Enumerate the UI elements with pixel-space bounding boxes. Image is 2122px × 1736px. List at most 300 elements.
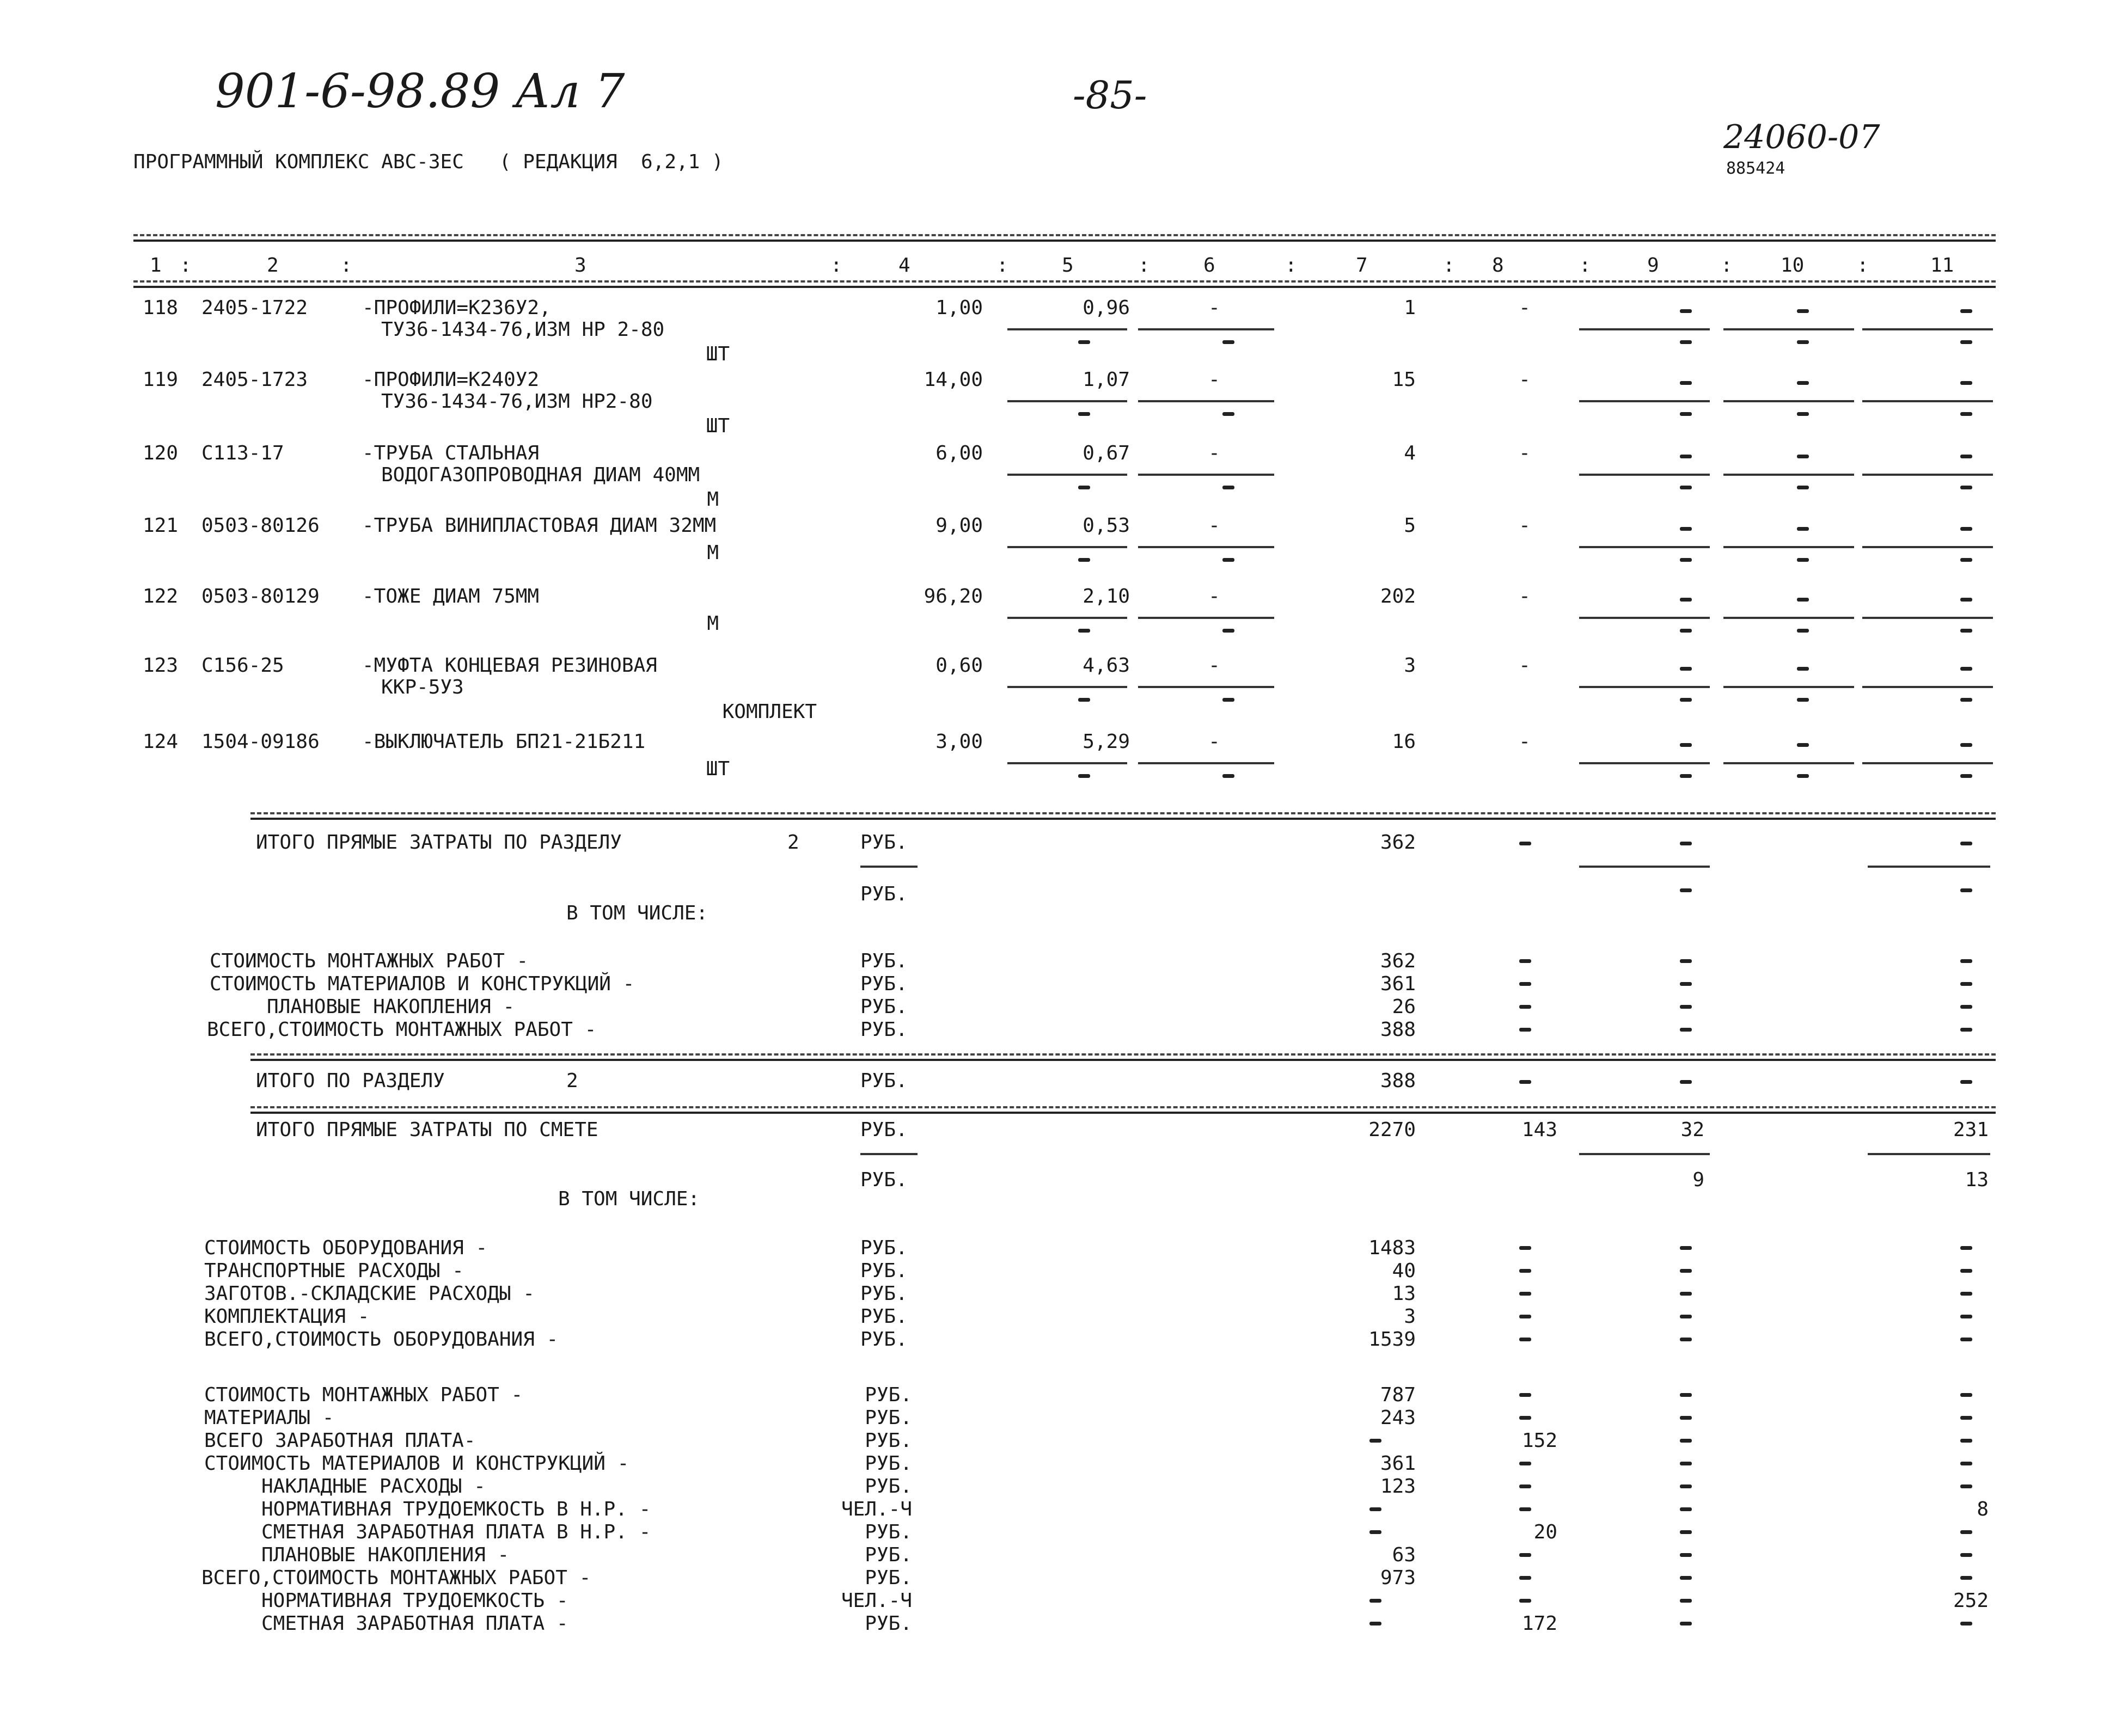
row-description: -ПРОФИЛИ=К236У2, (362, 297, 551, 319)
column-separator: : (1285, 254, 1297, 277)
empty-cell-mark (1797, 309, 1809, 313)
works-line-value: 123 (1380, 1475, 1416, 1498)
estimate-total-label: ИТОГО ПРЯМЫЕ ЗАТРАТЫ ПО СМЕТЕ (256, 1119, 598, 1141)
section-total-num: 2 (787, 831, 799, 854)
empty-cell-mark (1797, 412, 1809, 416)
row-price: 0,67 (1083, 442, 1130, 464)
row-underline (1862, 686, 1993, 688)
empty-cell-mark (1519, 1005, 1531, 1009)
empty-cell-mark (1960, 1269, 1972, 1273)
empty-cell-mark (1680, 1416, 1692, 1420)
section-rule-1-solid (250, 818, 1996, 820)
row-quantity: 1,00 (935, 297, 983, 319)
row-number: 122 (143, 585, 179, 608)
row-total: 1 (1404, 297, 1416, 319)
empty-cell-mark (1680, 959, 1692, 963)
empty-cell-mark (1797, 629, 1809, 633)
handwritten-doc-ref: 901-6-98.89 Ал 7 (215, 64, 625, 119)
empty-cell-mark (1680, 1439, 1692, 1443)
row-total: 16 (1392, 731, 1416, 753)
empty-cell-mark (1960, 1553, 1972, 1557)
row-col6: - (1208, 297, 1220, 319)
works-line-value: 787 (1380, 1384, 1416, 1406)
empty-cell-mark (1680, 1028, 1692, 1032)
column-separator: : (1443, 254, 1455, 277)
row-unit: М (707, 542, 719, 564)
empty-cell-mark (1680, 629, 1692, 633)
row-col6: - (1208, 585, 1220, 608)
works-line-value: 63 (1392, 1544, 1416, 1566)
equipment-line-label: КОМПЛЕКТАЦИЯ - (204, 1305, 370, 1328)
empty-cell-mark (1680, 842, 1692, 845)
column-separator: : (830, 254, 842, 277)
row-underline (1723, 400, 1854, 402)
row-description: -ВЫКЛЮЧАТЕЛЬ БП21-21Б211 (362, 731, 646, 753)
works-line-unit: РУБ. (865, 1407, 912, 1429)
row-total: 15 (1392, 369, 1416, 391)
column-header-8: 8 (1492, 254, 1504, 277)
section-total-currency: РУБ. (860, 831, 908, 854)
equipment-line-label: ЗАГОТОВ.-СКЛАДСКИЕ РАСХОДЫ - (204, 1283, 535, 1305)
column-header-6: 6 (1203, 254, 1215, 277)
row-col8: - (1519, 297, 1531, 319)
row-underline (1862, 546, 1993, 548)
column-separator: : (1857, 254, 1869, 277)
empty-cell-mark (1960, 842, 1972, 845)
row-total: 202 (1380, 585, 1416, 608)
section-line-unit: РУБ. (860, 950, 908, 972)
works-line-unit: РУБ. (865, 1544, 912, 1566)
empty-cell-mark (1960, 698, 1972, 702)
empty-cell-mark (1222, 558, 1234, 562)
empty-cell-mark (1960, 1315, 1972, 1318)
empty-cell-mark (1680, 698, 1692, 702)
row-quantity: 14,00 (924, 369, 983, 391)
row-underline (1723, 546, 1854, 548)
equipment-line-value: 1539 (1368, 1328, 1416, 1351)
empty-cell-mark (1680, 1292, 1692, 1296)
row-unit: ШТ (706, 415, 730, 437)
works-line-unit: ЧЕЛ.-Ч (841, 1590, 912, 1612)
empty-cell-mark (1519, 1553, 1531, 1557)
works-line-c8: 172 (1521, 1612, 1557, 1635)
works-line-label: СТОИМОСТЬ МОНТАЖНЫХ РАБОТ - (204, 1384, 523, 1406)
row-underline (1723, 686, 1854, 688)
section-line-label: ПЛАНОВЫЕ НАКОПЛЕНИЯ - (267, 996, 515, 1018)
works-line-c11: 8 (1977, 1498, 1989, 1520)
empty-cell-mark (1960, 959, 1972, 963)
works-line-unit: РУБ. (865, 1384, 912, 1406)
column-separator: : (996, 254, 1008, 277)
column-header-5: 5 (1062, 254, 1074, 277)
row-description-2: ТУ36-1434-76,ИЗМ НР2-80 (381, 390, 653, 413)
header-rule-top-solid (133, 240, 1996, 242)
section-line-label: ВСЕГО,СТОИМОСТЬ МОНТАЖНЫХ РАБОТ - (207, 1019, 597, 1041)
works-line-label: НОРМАТИВНАЯ ТРУДОЕМКОСТЬ - (261, 1590, 568, 1612)
section-rule-1 (250, 812, 1996, 814)
row-col8: - (1519, 369, 1531, 391)
empty-cell-mark (1519, 1028, 1531, 1032)
empty-cell-mark (1960, 1416, 1972, 1420)
works-line-unit: РУБ. (865, 1475, 912, 1498)
row-price: 1,07 (1083, 369, 1130, 391)
row-underline (1138, 400, 1274, 402)
column-separator: : (1721, 254, 1733, 277)
empty-cell-mark (1960, 1028, 1972, 1032)
section-total-value: 362 (1380, 831, 1416, 854)
row-underline (1007, 617, 1127, 619)
empty-cell-mark (1519, 1246, 1531, 1250)
row-col8: - (1519, 654, 1531, 677)
row-description: -ТРУБА СТАЛЬНАЯ (362, 442, 540, 464)
equipment-line-label: СТОИМОСТЬ ОБОРУДОВАНИЯ - (204, 1237, 488, 1259)
works-line-label: ВСЕГО ЗАРАБОТНАЯ ПЛАТА- (204, 1430, 476, 1452)
row-number: 121 (143, 514, 179, 537)
empty-cell-mark (1519, 1080, 1531, 1084)
empty-cell-mark (1960, 743, 1972, 747)
empty-cell-mark (1519, 1338, 1531, 1341)
row-underline (1723, 474, 1854, 476)
row-underline (1138, 617, 1274, 619)
row-price: 5,29 (1083, 731, 1130, 753)
row-code: 2405-1723 (201, 369, 308, 391)
row-description: -МУФТА КОНЦЕВАЯ РЕЗИНОВАЯ (362, 654, 657, 677)
section-line-value: 388 (1380, 1019, 1416, 1041)
row-underline (1723, 328, 1854, 330)
empty-cell-mark (1680, 982, 1692, 986)
section-total-label: ИТОГО ПРЯМЫЕ ЗАТРАТЫ ПО РАЗДЕЛУ (256, 831, 622, 854)
empty-cell-mark (1960, 629, 1972, 633)
row-col6: - (1208, 731, 1220, 753)
row-underline (1579, 617, 1710, 619)
empty-cell-mark (1680, 1530, 1692, 1534)
empty-cell-mark (1797, 667, 1809, 671)
empty-cell-mark (1797, 598, 1809, 602)
empty-cell-mark (1519, 982, 1531, 986)
row-code: 0503-80129 (201, 585, 320, 608)
column-header-1: 1 (150, 254, 162, 277)
empty-cell-mark (1519, 1315, 1531, 1318)
empty-cell-mark (1680, 381, 1692, 385)
empty-cell-mark (1797, 381, 1809, 385)
estimate-total-c11: 231 (1953, 1119, 1989, 1141)
row-underline (1723, 762, 1854, 764)
empty-cell-mark (1960, 1005, 1972, 1009)
row-col6: - (1208, 442, 1220, 464)
empty-cell-mark (1680, 1315, 1692, 1318)
column-header-2: 2 (267, 254, 279, 277)
works-line-label: НАКЛАДНЫЕ РАСХОДЫ - (261, 1475, 486, 1498)
row-price: 0,53 (1083, 514, 1130, 537)
column-header-9: 9 (1647, 254, 1659, 277)
column-header-4: 4 (898, 254, 910, 277)
row-quantity: 0,60 (935, 654, 983, 677)
estimate-total-c8: 143 (1521, 1119, 1557, 1141)
works-line-unit: РУБ. (865, 1452, 912, 1475)
empty-cell-mark (1960, 667, 1972, 671)
empty-cell-mark (1519, 1416, 1531, 1420)
row-total: 3 (1404, 654, 1416, 677)
empty-cell-mark (1222, 629, 1234, 633)
section-currency-2: РУБ. (860, 883, 908, 905)
empty-cell-mark (1797, 743, 1809, 747)
empty-cell-mark (1222, 774, 1234, 778)
row-number: 118 (143, 297, 179, 319)
row-underline (1007, 762, 1127, 764)
empty-cell-mark (1797, 455, 1809, 458)
row-unit: ШТ (706, 343, 730, 365)
row-underline (1862, 617, 1993, 619)
row-underline (1579, 400, 1710, 402)
empty-cell-mark (1960, 1462, 1972, 1465)
section-line-label: СТОИМОСТЬ МОНТАЖНЫХ РАБОТ - (210, 950, 529, 972)
row-quantity: 96,20 (924, 585, 983, 608)
row-underline (1579, 762, 1710, 764)
empty-cell-mark (1680, 558, 1692, 562)
section-line-value: 362 (1380, 950, 1416, 972)
empty-cell-mark (1960, 486, 1972, 489)
row-code: 2405-1722 (201, 297, 308, 319)
empty-cell-mark (1680, 1462, 1692, 1465)
column-separator: : (1579, 254, 1591, 277)
currency-underline-1 (860, 866, 918, 868)
empty-cell-mark (1519, 1269, 1531, 1273)
row-description-2: ККР-5УЗ (381, 676, 464, 698)
equipment-line-label: ТРАНСПОРТНЫЕ РАСХОДЫ - (204, 1260, 464, 1282)
empty-cell-mark (1680, 743, 1692, 747)
empty-cell-mark (1078, 340, 1090, 344)
row-number: 124 (143, 731, 179, 753)
section-line-unit: РУБ. (860, 996, 908, 1018)
equipment-line-label: ВСЕГО,СТОИМОСТЬ ОБОРУДОВАНИЯ - (204, 1328, 559, 1351)
works-line-label: НОРМАТИВНАЯ ТРУДОЕМКОСТЬ В Н.Р. - (261, 1498, 651, 1520)
c11-underline (1868, 1153, 1990, 1155)
column-header-7: 7 (1356, 254, 1368, 277)
empty-cell-mark (1960, 309, 1972, 313)
row-number: 123 (143, 654, 179, 677)
row-col6: - (1208, 514, 1220, 537)
works-line-label: ПЛАНОВЫЕ НАКОПЛЕНИЯ - (261, 1544, 510, 1566)
works-line-c11: 252 (1953, 1590, 1989, 1612)
header-rule-bottom-solid (133, 286, 1996, 288)
row-description: -ПРОФИЛИ=К240У2 (362, 369, 540, 391)
empty-cell-mark (1797, 698, 1809, 702)
empty-cell-mark (1960, 982, 1972, 986)
empty-cell-mark (1960, 340, 1972, 344)
row-price: 4,63 (1083, 654, 1130, 677)
empty-cell-mark (1519, 842, 1531, 845)
empty-cell-mark (1960, 455, 1972, 458)
empty-cell-mark (1960, 1439, 1972, 1443)
row-underline (1579, 686, 1710, 688)
empty-cell-mark (1680, 1507, 1692, 1511)
empty-cell-mark (1680, 1576, 1692, 1580)
empty-cell-mark (1369, 1599, 1381, 1603)
empty-cell-mark (1797, 340, 1809, 344)
row-col6: - (1208, 369, 1220, 391)
row-underline (1138, 762, 1274, 764)
works-line-c8: 20 (1533, 1521, 1557, 1543)
works-line-unit: ЧЕЛ.-Ч (841, 1498, 912, 1520)
row-unit: ШТ (706, 758, 730, 780)
empty-cell-mark (1680, 598, 1692, 602)
empty-cell-mark (1369, 1622, 1381, 1625)
works-line-label: ВСЕГО,СТОИМОСТЬ МОНТАЖНЫХ РАБОТ - (201, 1567, 591, 1589)
works-line-value: 361 (1380, 1452, 1416, 1475)
section-rule-2-solid (250, 1059, 1996, 1061)
estimate-total-c9: 32 (1680, 1119, 1704, 1141)
row-description-2: ВОДОГАЗОПРОВОДНАЯ ДИАМ 40ММ (381, 464, 700, 486)
works-line-value: 243 (1380, 1407, 1416, 1429)
row-total: 5 (1404, 514, 1416, 537)
empty-cell-mark (1519, 959, 1531, 963)
empty-cell-mark (1680, 455, 1692, 458)
empty-cell-mark (1960, 1338, 1972, 1341)
empty-cell-mark (1960, 381, 1972, 385)
row-col8: - (1519, 442, 1531, 464)
works-line-unit: РУБ. (865, 1612, 912, 1635)
row-number: 120 (143, 442, 179, 464)
empty-cell-mark (1680, 667, 1692, 671)
works-line-label: МАТЕРИАЛЫ - (204, 1407, 334, 1429)
empty-cell-mark (1960, 527, 1972, 531)
section-line-unit: РУБ. (860, 973, 908, 995)
empty-cell-mark (1222, 412, 1234, 416)
row-col8: - (1519, 731, 1531, 753)
handwritten-page-number: -85- (1073, 73, 1147, 118)
section-underline (1579, 866, 1710, 868)
row-col8: - (1519, 585, 1531, 608)
empty-cell-mark (1369, 1530, 1381, 1534)
empty-cell-mark (1519, 1292, 1531, 1296)
equipment-line-unit: РУБ. (860, 1328, 908, 1351)
empty-cell-mark (1078, 412, 1090, 416)
empty-cell-mark (1680, 1393, 1692, 1397)
empty-cell-mark (1680, 486, 1692, 489)
column-separator: : (340, 254, 352, 277)
document-id: 885424 (1726, 159, 1785, 178)
works-line-label: СМЕТНАЯ ЗАРАБОТНАЯ ПЛАТА - (261, 1612, 568, 1635)
empty-cell-mark (1960, 1080, 1972, 1084)
currency-underline-2 (860, 1153, 918, 1155)
empty-cell-mark (1680, 527, 1692, 531)
empty-cell-mark (1078, 486, 1090, 489)
empty-cell-mark (1960, 412, 1972, 416)
section-line-value: 26 (1392, 996, 1416, 1018)
row-unit: М (707, 612, 719, 635)
header-rule-top (133, 234, 1996, 236)
column-header-10: 10 (1781, 254, 1805, 277)
empty-cell-mark (1680, 1599, 1692, 1603)
equipment-line-unit: РУБ. (860, 1283, 908, 1305)
row-code: С156-25 (201, 654, 284, 677)
works-line-unit: РУБ. (865, 1430, 912, 1452)
estimate-rule-solid (250, 1112, 1996, 1114)
works-line-value: 973 (1380, 1567, 1416, 1589)
empty-cell-mark (1680, 888, 1692, 892)
estimate-total-currency: РУБ. (860, 1119, 908, 1141)
empty-cell-mark (1797, 558, 1809, 562)
empty-cell-mark (1519, 1599, 1531, 1603)
section-line-value: 361 (1380, 973, 1416, 995)
row-underline (1007, 546, 1127, 548)
empty-cell-mark (1369, 1507, 1381, 1511)
empty-cell-mark (1680, 309, 1692, 313)
estimate-c11b: 13 (1965, 1169, 1989, 1191)
equipment-line-value: 3 (1404, 1305, 1416, 1328)
row-quantity: 6,00 (935, 442, 983, 464)
c9-underline (1579, 1153, 1710, 1155)
row-description: -ТОЖЕ ДИАМ 75ММ (362, 585, 540, 608)
empty-cell-mark (1680, 1622, 1692, 1625)
empty-cell-mark (1222, 698, 1234, 702)
row-underline (1138, 474, 1274, 476)
empty-cell-mark (1680, 1080, 1692, 1084)
empty-cell-mark (1960, 774, 1972, 778)
equipment-line-unit: РУБ. (860, 1305, 908, 1328)
empty-cell-mark (1797, 527, 1809, 531)
row-underline (1862, 328, 1993, 330)
empty-cell-mark (1960, 1622, 1972, 1625)
program-header: ПРОГРАММНЫЙ КОМПЛЕКС АВС-3ЕС ( РЕДАКЦИЯ 6,2,1 ) (133, 151, 724, 173)
row-price: 2,10 (1083, 585, 1130, 608)
estimate-currency-2: РУБ. (860, 1169, 908, 1191)
row-quantity: 3,00 (935, 731, 983, 753)
equipment-line-value: 40 (1392, 1260, 1416, 1282)
empty-cell-mark (1960, 558, 1972, 562)
works-line-c8: 152 (1521, 1430, 1557, 1452)
empty-cell-mark (1078, 629, 1090, 633)
column-header-11: 11 (1930, 254, 1954, 277)
empty-cell-mark (1960, 888, 1972, 892)
empty-cell-mark (1519, 1462, 1531, 1465)
row-quantity: 9,00 (935, 514, 983, 537)
works-line-unit: РУБ. (865, 1567, 912, 1589)
empty-cell-mark (1960, 1393, 1972, 1397)
empty-cell-mark (1519, 1393, 1531, 1397)
column-header-3: 3 (574, 254, 586, 277)
empty-cell-mark (1078, 774, 1090, 778)
row-description: -ТРУБА ВИНИПЛАСТОВАЯ ДИАМ 32ММ (362, 514, 717, 537)
row-underline (1579, 474, 1710, 476)
empty-cell-mark (1078, 558, 1090, 562)
section-underline (1868, 866, 1990, 868)
empty-cell-mark (1960, 1292, 1972, 1296)
empty-cell-mark (1680, 1246, 1692, 1250)
empty-cell-mark (1680, 1005, 1692, 1009)
empty-cell-mark (1680, 1553, 1692, 1557)
row-code: 0503-80126 (201, 514, 320, 537)
row-underline (1862, 474, 1993, 476)
section-final-value: 388 (1380, 1070, 1416, 1092)
equipment-line-value: 1483 (1368, 1237, 1416, 1259)
equipment-line-unit: РУБ. (860, 1237, 908, 1259)
row-underline (1138, 328, 1274, 330)
estimate-rule (250, 1106, 1996, 1108)
empty-cell-mark (1369, 1439, 1381, 1443)
empty-cell-mark (1797, 774, 1809, 778)
estimate-including: В ТОМ ЧИСЛЕ: (558, 1188, 700, 1210)
empty-cell-mark (1960, 598, 1972, 602)
estimate-total-c7: 2270 (1368, 1119, 1416, 1141)
empty-cell-mark (1960, 1485, 1972, 1488)
row-underline (1862, 400, 1993, 402)
row-underline (1007, 686, 1127, 688)
empty-cell-mark (1960, 1576, 1972, 1580)
works-line-label: СМЕТНАЯ ЗАРАБОТНАЯ ПЛАТА В Н.Р. - (261, 1521, 651, 1543)
works-line-label: СТОИМОСТЬ МАТЕРИАЛОВ И КОНСТРУКЦИЙ - (204, 1452, 629, 1475)
row-underline (1007, 328, 1127, 330)
